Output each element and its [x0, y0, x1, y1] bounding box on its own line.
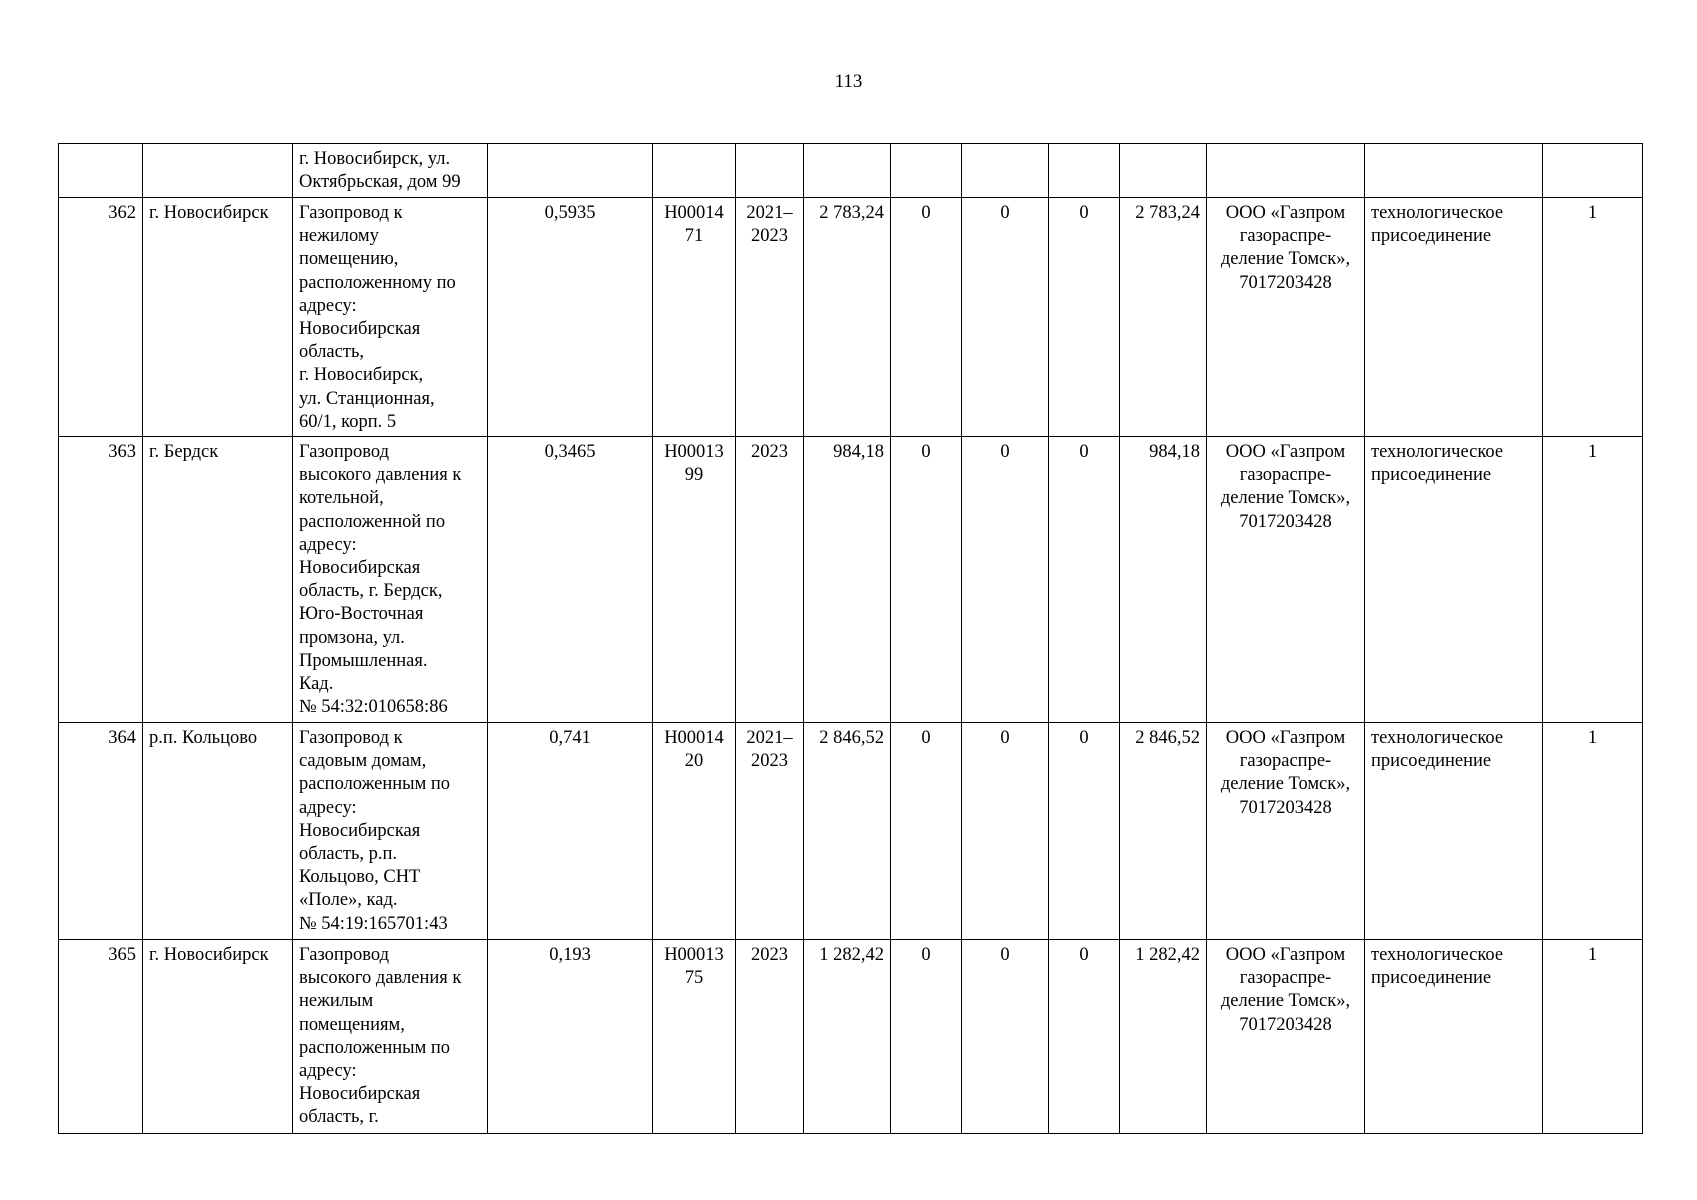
description-line: «Поле», кад.	[299, 890, 398, 911]
type-line: технологическое	[1371, 442, 1504, 462]
cell-num: 365	[59, 940, 143, 1134]
description-line: помещениям,	[299, 1014, 405, 1035]
description-line: высокого давления к	[299, 968, 462, 989]
cell-length: 0,193	[488, 940, 653, 1134]
description-line: расположенной по	[299, 511, 446, 532]
cell-cost-final: 2 783,24	[1120, 198, 1207, 437]
cell-qty: 1	[1543, 437, 1643, 723]
description-line: нежилым	[299, 991, 374, 1012]
cell-locality: г. Бердск	[143, 437, 293, 723]
cell-qty: 1	[1543, 198, 1643, 437]
cell-years	[736, 437, 804, 723]
type-line: технологическое	[1371, 945, 1504, 965]
organization-line: 7017203428	[1239, 511, 1332, 532]
cell-cost-total: 984,18	[804, 437, 891, 723]
description-line: расположенному по	[299, 272, 456, 293]
description-line: ул. Станционная,	[299, 388, 435, 409]
description-line: садовым домам,	[299, 751, 427, 772]
cell-cost-total: 1 282,42	[804, 940, 891, 1134]
cell-length: 0,741	[488, 723, 653, 940]
cell-organization	[1207, 144, 1365, 198]
cell-type	[1365, 144, 1543, 198]
cell-years	[736, 723, 804, 940]
description-line: нежилому	[299, 226, 379, 247]
description-line: Новосибирская	[299, 1084, 421, 1105]
description-line: Новосибирская	[299, 820, 421, 841]
cell-col-b: 0	[962, 198, 1049, 437]
cell-col-b	[962, 144, 1049, 198]
code-line: Н00014	[664, 728, 724, 748]
cell-locality: г. Новосибирск	[143, 198, 293, 437]
description-line: Юго-Восточная	[299, 604, 424, 625]
description-line: г. Новосибирск, ул.	[299, 149, 451, 169]
description-line: № 54:32:010658:86	[299, 697, 448, 718]
cell-col-c: 0	[1049, 198, 1120, 437]
description-line: адресу:	[299, 797, 357, 818]
description-line: Октябрьская, дом 99	[299, 172, 461, 193]
cell-locality: р.п. Кольцово	[143, 723, 293, 940]
code-line: Н00013	[664, 442, 724, 462]
years-line: 2021–	[746, 728, 793, 748]
description-line: Новосибирская	[299, 558, 421, 579]
cell-length: 0,5935	[488, 198, 653, 437]
description-line: высокого давления к	[299, 465, 462, 486]
cell-col-a: 0	[891, 723, 962, 940]
cell-col-b: 0	[962, 437, 1049, 723]
cell-num: 362	[59, 198, 143, 437]
description-line: адресу:	[299, 534, 357, 555]
organization-line: газораспре-	[1239, 465, 1332, 486]
description-line: г. Новосибирск,	[299, 365, 424, 386]
description-line: Газопровод к	[299, 728, 403, 748]
cell-cost-total: 2 846,52	[804, 723, 891, 940]
code-line: Н00013	[664, 945, 724, 965]
cell-type	[1365, 940, 1543, 1134]
description-line: расположенным по	[299, 1037, 451, 1058]
cell-years	[736, 940, 804, 1134]
cell-col-c	[1049, 144, 1120, 198]
organization-line: газораспре-	[1239, 226, 1332, 247]
cell-code	[653, 144, 736, 198]
table-row	[59, 437, 1643, 723]
continuation-row	[59, 144, 1643, 198]
organization-line: 7017203428	[1239, 272, 1332, 293]
table-row	[59, 723, 1643, 940]
type-line: присоединение	[1371, 968, 1492, 989]
years-line: 2021–	[746, 203, 793, 223]
description-line: Газопровод	[299, 945, 390, 965]
table-row	[59, 940, 1643, 1134]
cell-description	[293, 437, 488, 723]
description-line: адресу:	[299, 295, 357, 316]
organization-line: ООО «Газпром	[1225, 442, 1346, 462]
organization-line: деление Томск»,	[1220, 774, 1351, 795]
cell-description	[293, 940, 488, 1134]
description-line: 60/1, корп. 5	[299, 411, 397, 432]
cell-years	[736, 144, 804, 198]
description-line: Газопровод	[299, 442, 390, 462]
years-line: 2023	[751, 751, 788, 772]
cell-col-c: 0	[1049, 723, 1120, 940]
organization-line: деление Томск»,	[1220, 991, 1351, 1012]
cell-cost-total	[804, 144, 891, 198]
cell-description	[293, 198, 488, 437]
cell-col-b: 0	[962, 940, 1049, 1134]
description-line: адресу:	[299, 1061, 357, 1082]
description-line: котельной,	[299, 488, 384, 509]
cell-cost-total: 2 783,24	[804, 198, 891, 437]
description-line: Новосибирская	[299, 319, 421, 340]
description-line: Газопровод к	[299, 203, 403, 223]
organization-line: 7017203428	[1239, 797, 1332, 818]
type-line: присоединение	[1371, 465, 1492, 486]
organization-line: 7017203428	[1239, 1014, 1332, 1035]
cell-num	[59, 144, 143, 198]
description-line: Кад.	[299, 674, 334, 695]
years-line: 2023	[751, 442, 788, 462]
code-line: 99	[684, 465, 704, 486]
organization-line: деление Томск»,	[1220, 488, 1351, 509]
code-line: Н00014	[664, 203, 724, 223]
cell-cost-final	[1120, 144, 1207, 198]
description-line: область, р.п.	[299, 844, 398, 865]
cell-type	[1365, 437, 1543, 723]
cell-col-c: 0	[1049, 940, 1120, 1134]
code-line: 20	[684, 751, 704, 772]
cell-code	[653, 198, 736, 437]
cell-col-c: 0	[1049, 437, 1120, 723]
cell-cost-final: 1 282,42	[1120, 940, 1207, 1134]
cell-col-a: 0	[891, 940, 962, 1134]
description-line: область, г. Бердск,	[299, 581, 443, 602]
description-line: область, г.	[299, 1107, 379, 1128]
table-body	[59, 144, 1643, 1134]
cell-col-a: 0	[891, 198, 962, 437]
cell-qty: 1	[1543, 723, 1643, 940]
cell-qty: 1	[1543, 940, 1643, 1134]
code-line: 75	[684, 968, 704, 989]
cell-description	[293, 723, 488, 940]
description-line: помещению,	[299, 249, 399, 270]
organization-line: деление Томск»,	[1220, 249, 1351, 270]
organization-line: газораспре-	[1239, 751, 1332, 772]
type-line: технологическое	[1371, 728, 1504, 748]
description-line: Кольцово, СНТ	[299, 867, 421, 888]
cell-col-a: 0	[891, 437, 962, 723]
description-line: область,	[299, 342, 365, 363]
cell-organization	[1207, 437, 1365, 723]
description-line: № 54:19:165701:43	[299, 913, 448, 934]
type-line: присоединение	[1371, 751, 1492, 772]
description-line: Промышленная.	[299, 650, 428, 671]
description-line: промзона, ул.	[299, 627, 405, 648]
years-line: 2023	[751, 945, 788, 965]
organization-line: ООО «Газпром	[1225, 945, 1346, 965]
cell-length	[488, 144, 653, 198]
type-line: технологическое	[1371, 203, 1504, 223]
cell-col-a	[891, 144, 962, 198]
years-line: 2023	[751, 226, 788, 247]
cell-years	[736, 198, 804, 437]
cell-locality	[143, 144, 293, 198]
cell-num: 363	[59, 437, 143, 723]
cell-organization	[1207, 198, 1365, 437]
description-line: расположенным по	[299, 774, 451, 795]
page-number: 113	[834, 71, 863, 92]
cell-cost-final: 984,18	[1120, 437, 1207, 723]
investment-program-table	[58, 143, 1643, 1134]
cell-locality: г. Новосибирск	[143, 940, 293, 1134]
cell-organization	[1207, 940, 1365, 1134]
cell-description	[293, 144, 488, 198]
type-line: присоединение	[1371, 226, 1492, 247]
cell-code	[653, 723, 736, 940]
cell-num: 364	[59, 723, 143, 940]
organization-line: ООО «Газпром	[1225, 728, 1346, 748]
table-row	[59, 198, 1643, 437]
cell-organization	[1207, 723, 1365, 940]
cell-type	[1365, 723, 1543, 940]
cell-code	[653, 437, 736, 723]
code-line: 71	[684, 226, 704, 247]
cell-length: 0,3465	[488, 437, 653, 723]
cell-qty	[1543, 144, 1643, 198]
cell-type	[1365, 198, 1543, 437]
organization-line: ООО «Газпром	[1225, 203, 1346, 223]
cell-code	[653, 940, 736, 1134]
organization-line: газораспре-	[1239, 968, 1332, 989]
cell-cost-final: 2 846,52	[1120, 723, 1207, 940]
cell-col-b: 0	[962, 723, 1049, 940]
